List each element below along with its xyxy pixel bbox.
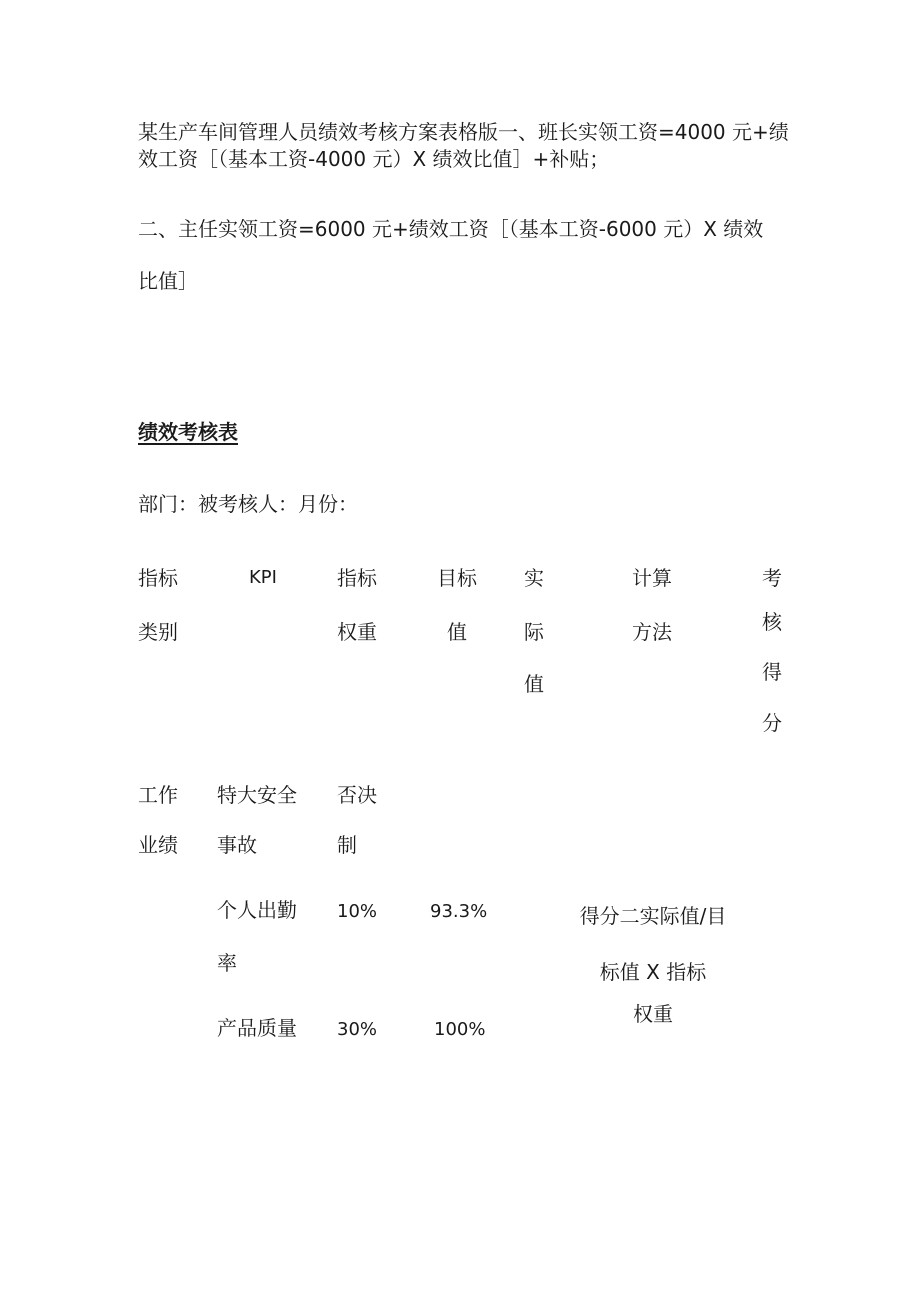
safety-kpi-1: 特大安全 bbox=[217, 783, 297, 807]
intro-line-4: 比值］ bbox=[138, 269, 198, 293]
header-method-1: 计算 bbox=[632, 566, 672, 590]
safety-kpi-2: 事故 bbox=[217, 833, 257, 857]
calc-method-line-2: 标值 X 指标 bbox=[599, 960, 707, 984]
header-weight-1: 指标 bbox=[337, 566, 377, 590]
attendance-target: 93.3% bbox=[430, 901, 488, 922]
header-score-2: 核 bbox=[762, 610, 782, 634]
calc-method-line-1: 得分二实际值/目 bbox=[579, 904, 727, 928]
meta-line: 部门：被考核人：月份： bbox=[138, 492, 358, 516]
header-score-4: 分 bbox=[762, 711, 782, 735]
quality-kpi: 产品质量 bbox=[217, 1016, 297, 1040]
intro-line-1: 某生产车间管理人员绩效考核方案表格版一、班长实领工资=4000 元+绩 bbox=[138, 120, 789, 144]
attendance-kpi-2: 率 bbox=[217, 951, 237, 975]
header-target-1: 目标 bbox=[437, 566, 477, 590]
header-actual-3: 值 bbox=[524, 672, 544, 696]
safety-weight-1: 否决 bbox=[337, 783, 377, 807]
calc-method-line-3: 权重 bbox=[633, 1002, 673, 1026]
attendance-kpi-1: 个人出勤 bbox=[217, 898, 297, 922]
quality-target: 100% bbox=[434, 1019, 486, 1040]
header-target-2: 值 bbox=[447, 620, 467, 644]
header-actual-1: 实 bbox=[524, 566, 544, 590]
header-category-1: 指标 bbox=[138, 566, 178, 590]
table-title: 绩效考核表 bbox=[138, 420, 238, 444]
intro-line-3: 二、主任实领工资=6000 元+绩效工资［（基本工资-6000 元）X 绩效 bbox=[138, 217, 764, 241]
row-category-1: 工作 bbox=[138, 783, 178, 807]
intro-line-2: 效工资［（基本工资-4000 元）X 绩效比值］+补贴； bbox=[138, 147, 610, 171]
row-category-2: 业绩 bbox=[138, 833, 178, 857]
attendance-weight: 10% bbox=[337, 901, 378, 922]
header-score-3: 得 bbox=[762, 660, 782, 684]
calc-method bbox=[560, 904, 746, 1026]
header-method-2: 方法 bbox=[632, 620, 672, 644]
header-kpi: KPI bbox=[249, 567, 277, 588]
header-score-1: 考 bbox=[762, 566, 782, 590]
header-weight-2: 权重 bbox=[337, 620, 377, 644]
header-actual-2: 际 bbox=[524, 620, 544, 644]
safety-weight-2: 制 bbox=[337, 833, 357, 857]
header-category-2: 类别 bbox=[138, 620, 178, 644]
quality-weight: 30% bbox=[337, 1019, 378, 1040]
